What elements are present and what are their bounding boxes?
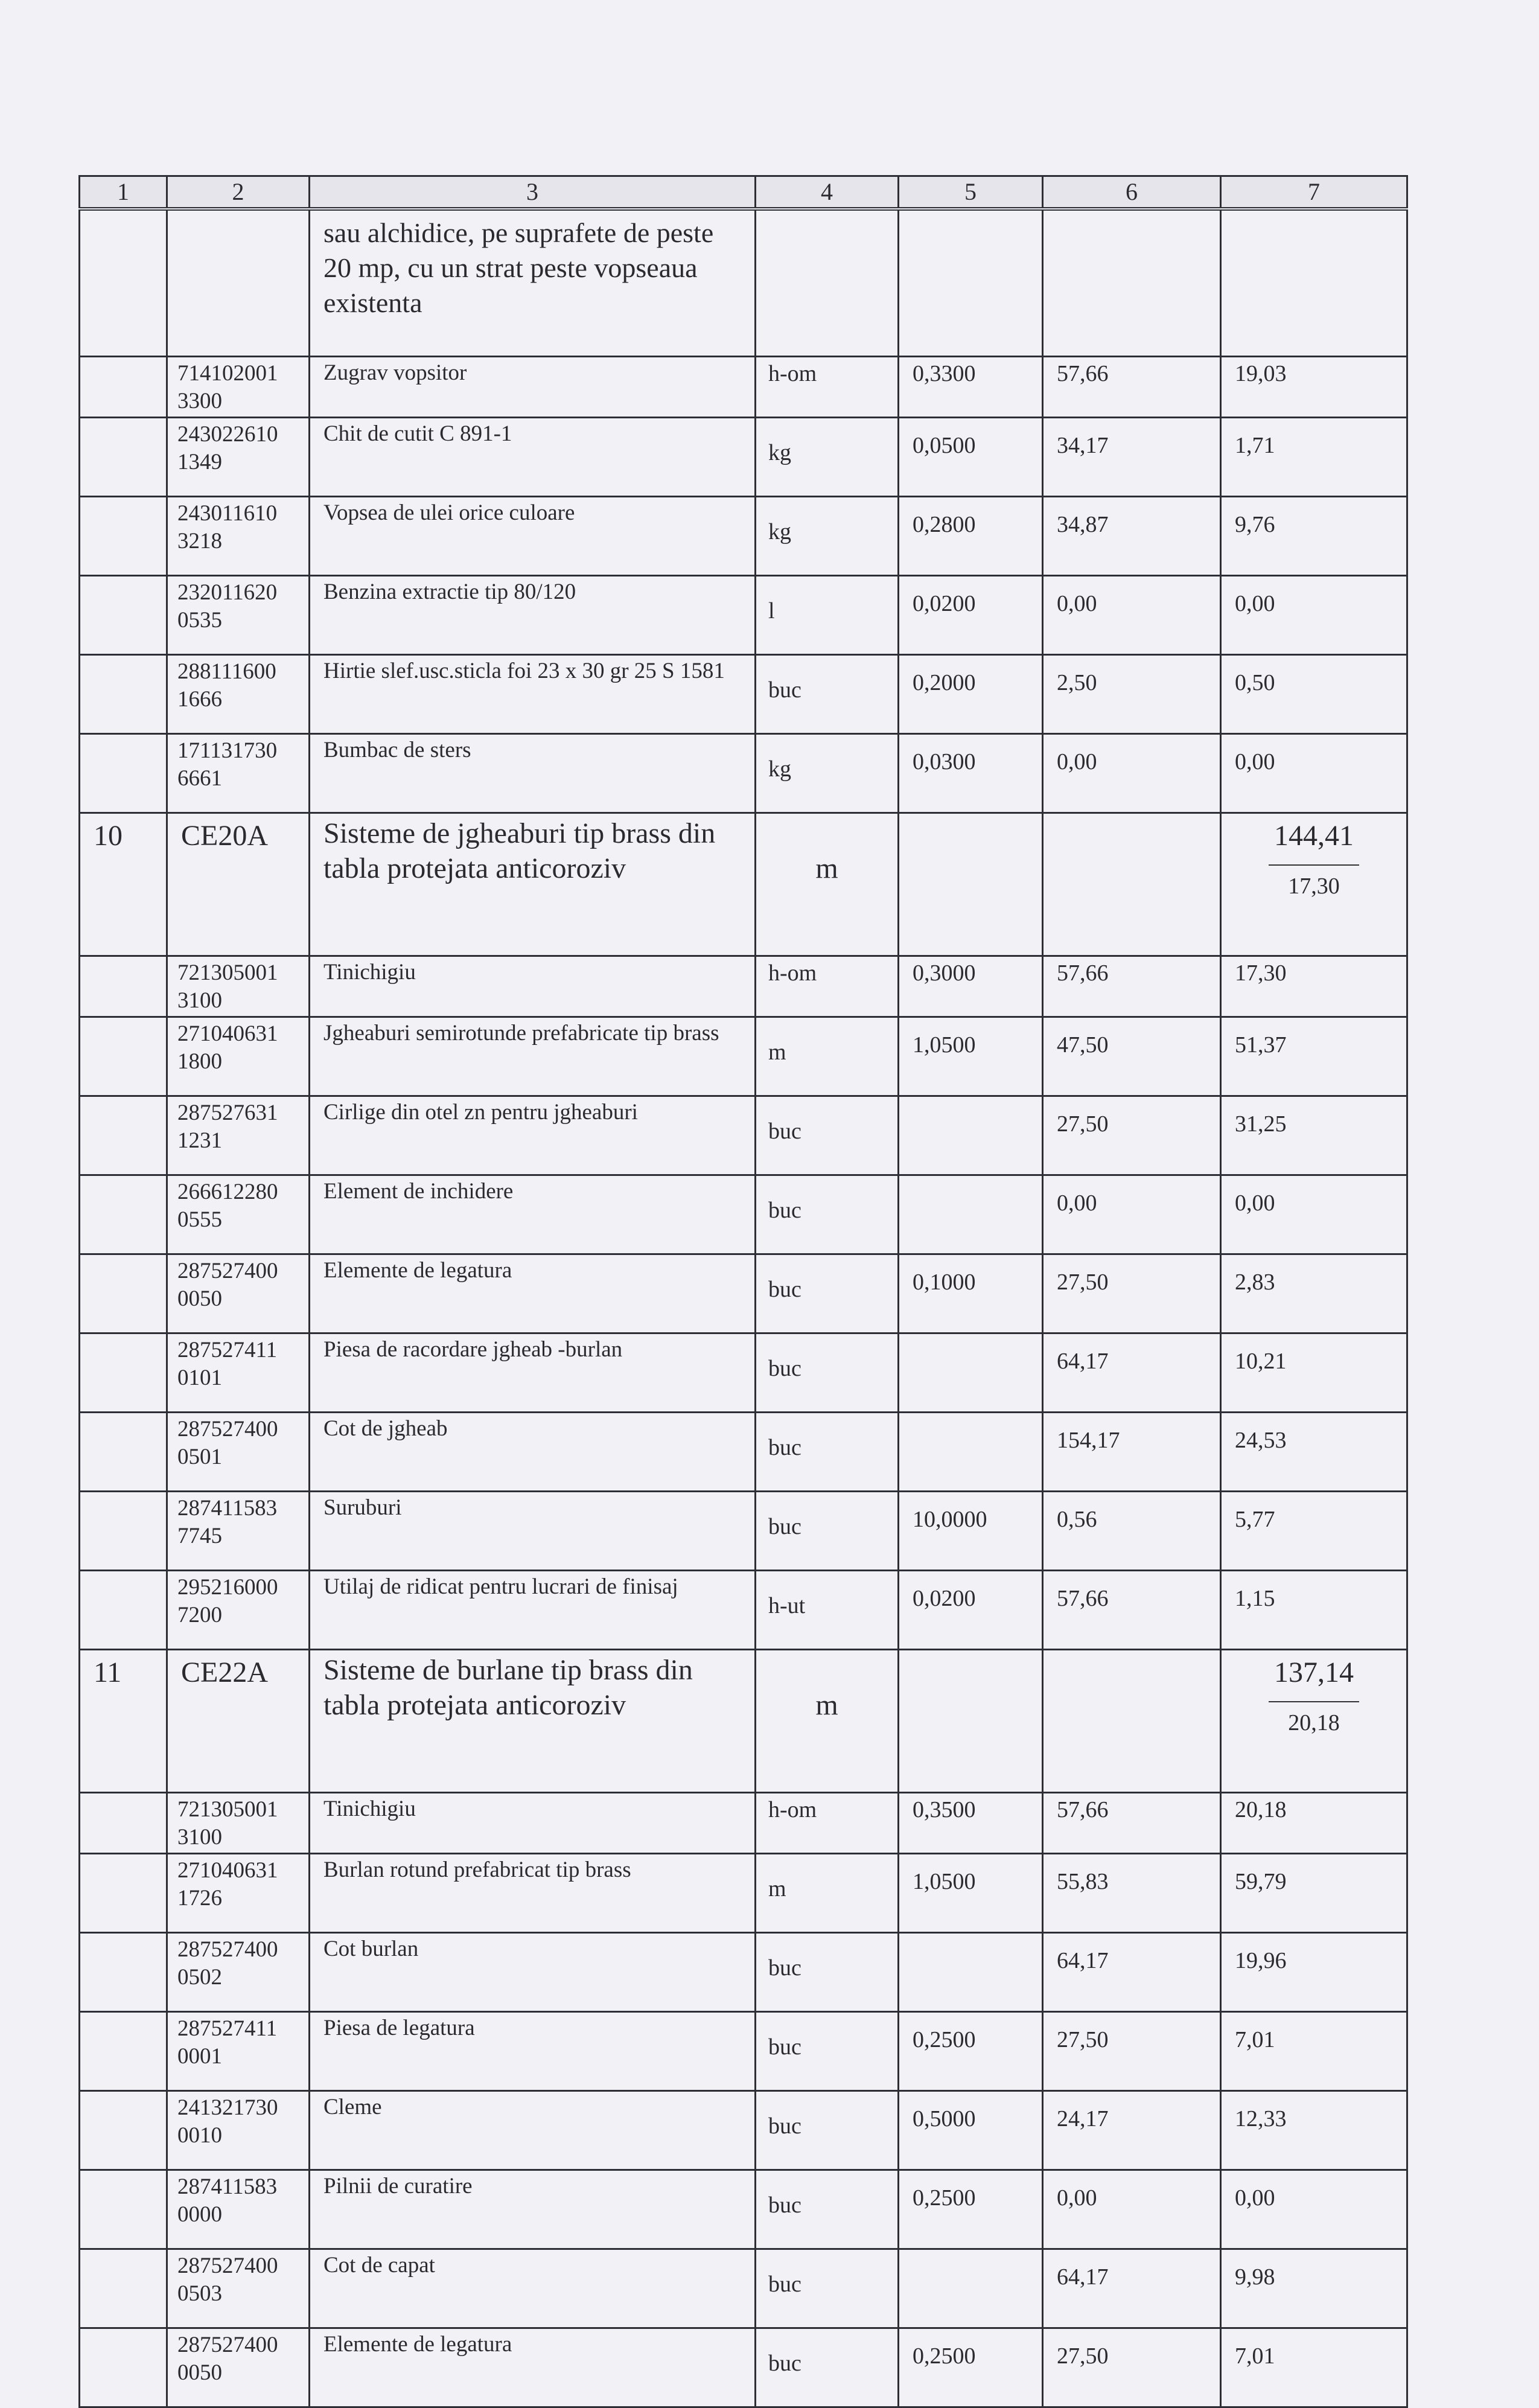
resource-code-cell — [167, 1933, 310, 2012]
unit-cell: m — [756, 1854, 899, 1933]
value-cell: 9,98 — [1221, 2249, 1407, 2328]
resource-code-cell — [167, 1096, 310, 1175]
group-unit: m — [756, 813, 899, 956]
code-line-2: 3100 — [177, 1825, 222, 1850]
quantity-cell: 0,5000 — [899, 2091, 1043, 2170]
value-cell: 9,76 — [1221, 497, 1407, 576]
row-number-cell — [80, 497, 167, 576]
code-line-2: 7200 — [177, 1603, 222, 1627]
resource-name: Zugrav vopsitor — [310, 357, 756, 418]
row-number-cell — [80, 1492, 167, 1571]
code-line-1: 266612280 — [177, 1180, 278, 1204]
unit-cell: buc — [756, 1333, 899, 1413]
unit-cell: kg — [756, 497, 899, 576]
resource-name: Cleme — [310, 2091, 756, 2170]
unit-price-cell: 0,00 — [1043, 1175, 1221, 1254]
value-cell: 5,77 — [1221, 1492, 1407, 1571]
group-unit: m — [756, 1650, 899, 1793]
code-line-1: 288111600 — [177, 659, 276, 684]
code-line-2: 0050 — [177, 1286, 222, 1311]
resource-code-cell — [167, 2328, 310, 2407]
code-line-2: 0101 — [177, 1365, 222, 1390]
value-cell: 10,21 — [1221, 1333, 1407, 1413]
unit-cell: h-om — [756, 1793, 899, 1854]
resource-code-cell — [167, 497, 310, 576]
resource-name: Suruburi — [310, 1492, 756, 1571]
unit-price-cell: 0,00 — [1043, 576, 1221, 655]
quantity-cell — [899, 1175, 1043, 1254]
row-number-cell — [80, 2012, 167, 2091]
column-header: 3 — [310, 176, 756, 209]
table-row — [80, 1254, 1407, 1333]
row-number-cell — [80, 956, 167, 1017]
unit-price-cell: 2,50 — [1043, 655, 1221, 734]
row-number-cell — [80, 1175, 167, 1254]
code-line-2: 0000 — [177, 2202, 222, 2227]
unit-price-cell: 27,50 — [1043, 2012, 1221, 2091]
unit-price-cell: 34,17 — [1043, 418, 1221, 497]
table-row — [80, 956, 1407, 1017]
unit-cell: buc — [756, 1254, 899, 1333]
unit-price-cell: 27,50 — [1043, 1254, 1221, 1333]
group-name: Sisteme de jgheaburi tip brass din tabla protejata anticoroziv — [310, 813, 756, 956]
value-cell: 0,00 — [1221, 2170, 1407, 2249]
group-labor-total: 20,18 — [1288, 1710, 1340, 1736]
unit-cell: buc — [756, 2091, 899, 2170]
table-row — [80, 1854, 1407, 1933]
column-header: 4 — [756, 176, 899, 209]
resource-name: Cot burlan — [310, 1933, 756, 2012]
empty-cell — [899, 813, 1043, 956]
quantity-cell — [899, 1933, 1043, 2012]
quantity-cell: 0,3300 — [899, 357, 1043, 418]
unit-cell: m — [756, 1017, 899, 1096]
unit-cell: buc — [756, 2012, 899, 2091]
resource-name: Elemente de legatura — [310, 1254, 756, 1333]
value-cell: 7,01 — [1221, 2328, 1407, 2407]
table-row — [80, 2249, 1407, 2328]
unit-price-cell: 47,50 — [1043, 1017, 1221, 1096]
code-line-1: 721305001 — [177, 1797, 278, 1822]
row-number-cell — [80, 1413, 167, 1492]
resource-code-cell — [167, 1254, 310, 1333]
unit-price-cell: 0,00 — [1043, 2170, 1221, 2249]
code-line-1: 287411583 — [177, 1496, 278, 1521]
column-number-header-row — [80, 176, 1407, 209]
resource-name: Cot de jgheab — [310, 1413, 756, 1492]
table-row — [80, 1492, 1407, 1571]
row-number-cell — [80, 1933, 167, 2012]
code-line-2: 7745 — [177, 1524, 222, 1548]
group-header-row — [80, 1650, 1407, 1793]
value-cell: 0,00 — [1221, 576, 1407, 655]
estimate-table — [78, 175, 1408, 2408]
unit-price-cell: 57,66 — [1043, 1571, 1221, 1650]
quantity-cell — [899, 1333, 1043, 1413]
value-cell: 59,79 — [1221, 1854, 1407, 1933]
value-cell: 0,00 — [1221, 734, 1407, 813]
table-row — [80, 497, 1407, 576]
row-number-cell — [80, 1333, 167, 1413]
code-line-2: 1800 — [177, 1049, 222, 1074]
group-number: 10 — [80, 813, 167, 956]
quantity-cell: 0,3500 — [899, 1793, 1043, 1854]
resource-name: Benzina extractie tip 80/120 — [310, 576, 756, 655]
table-row — [80, 2091, 1407, 2170]
group-code: CE20A — [167, 813, 310, 956]
unit-cell: buc — [756, 2249, 899, 2328]
code-line-2: 3218 — [177, 529, 222, 554]
value-cell: 1,15 — [1221, 1571, 1407, 1650]
row-number-cell — [80, 357, 167, 418]
unit-cell: kg — [756, 734, 899, 813]
code-line-1: 241321730 — [177, 2095, 278, 2120]
row-number-cell — [80, 1571, 167, 1650]
code-line-1: 287527400 — [177, 1417, 278, 1442]
row-number-cell — [80, 418, 167, 497]
code-line-1: 287527400 — [177, 1259, 278, 1283]
group-number: 11 — [80, 1650, 167, 1793]
row-number-cell — [80, 655, 167, 734]
resource-code-cell — [167, 2012, 310, 2091]
table-row — [80, 655, 1407, 734]
table-row — [80, 1333, 1407, 1413]
empty-cell — [1043, 1650, 1221, 1793]
value-cell: 31,25 — [1221, 1096, 1407, 1175]
table-row — [80, 1793, 1407, 1854]
row-number-cell — [80, 2249, 167, 2328]
row-number-cell — [80, 734, 167, 813]
group-total: 144,41 — [1274, 820, 1354, 852]
unit-cell: buc — [756, 2328, 899, 2407]
value-cell: 20,18 — [1221, 1793, 1407, 1854]
quantity-cell: 1,0500 — [899, 1017, 1043, 1096]
quantity-cell: 0,0300 — [899, 734, 1043, 813]
empty-cell — [899, 1650, 1043, 1793]
resource-name: Tinichigiu — [310, 956, 756, 1017]
resource-code-cell — [167, 357, 310, 418]
resource-code-cell — [167, 2091, 310, 2170]
code-line-2: 0503 — [177, 2281, 222, 2306]
table-row — [80, 1096, 1407, 1175]
resource-code-cell — [167, 956, 310, 1017]
unit-cell: h-om — [756, 357, 899, 418]
code-line-2: 0555 — [177, 1207, 222, 1232]
unit-cell: h-om — [756, 956, 899, 1017]
resource-code-cell — [167, 734, 310, 813]
unit-cell: buc — [756, 1096, 899, 1175]
resource-name: Jgheaburi semirotunde prefabricate tip brass — [310, 1017, 756, 1096]
code-line-1: 243022610 — [177, 422, 278, 447]
code-line-2: 0010 — [177, 2123, 222, 2148]
unit-cell: buc — [756, 1492, 899, 1571]
resource-name: Pilnii de curatire — [310, 2170, 756, 2249]
resource-code-cell — [167, 1492, 310, 1571]
unit-price-cell: 27,50 — [1043, 2328, 1221, 2407]
resource-code-cell — [167, 1017, 310, 1096]
unit-price-cell: 64,17 — [1043, 1933, 1221, 2012]
group-name: Sisteme de burlane tip brass din tabla protejata anticoroziv — [310, 1650, 756, 1793]
table-row — [80, 2012, 1407, 2091]
code-line-1: 714102001 — [177, 361, 278, 386]
table-row — [80, 2170, 1407, 2249]
resource-name: Cot de capat — [310, 2249, 756, 2328]
code-line-1: 287527400 — [177, 2333, 278, 2357]
quantity-cell: 0,2800 — [899, 497, 1043, 576]
quantity-cell: 0,2500 — [899, 2012, 1043, 2091]
fraction-line — [1269, 1701, 1359, 1702]
column-header: 6 — [1043, 176, 1221, 209]
code-line-1: 295216000 — [177, 1575, 278, 1600]
table-row — [80, 1413, 1407, 1492]
code-line-2: 0535 — [177, 608, 222, 633]
code-line-1: 271040631 — [177, 1858, 278, 1883]
table-row — [80, 734, 1407, 813]
row-number-cell — [80, 2170, 167, 2249]
row-number-cell — [80, 1017, 167, 1096]
unit-cell: l — [756, 576, 899, 655]
row-number-cell — [80, 1854, 167, 1933]
quantity-cell: 10,0000 — [899, 1492, 1043, 1571]
code-line-1: 287527411 — [177, 2016, 278, 2041]
code-line-1: 721305001 — [177, 960, 278, 985]
resource-code-cell — [167, 2170, 310, 2249]
column-header: 7 — [1221, 176, 1407, 209]
unit-price-cell: 57,66 — [1043, 357, 1221, 418]
code-line-1: 287527631 — [177, 1100, 278, 1125]
table-row — [80, 1175, 1407, 1254]
code-line-2: 3300 — [177, 389, 222, 414]
resource-name: Utilaj de ridicat pentru lucrari de finisaj — [310, 1571, 756, 1650]
code-line-2: 3100 — [177, 988, 222, 1013]
fraction-line — [1269, 864, 1359, 866]
unit-cell: kg — [756, 418, 899, 497]
resource-name: Hirtie slef.usc.sticla foi 23 x 30 gr 25 S 1581 — [310, 655, 756, 734]
column-header: 1 — [80, 176, 167, 209]
value-cell: 51,37 — [1221, 1017, 1407, 1096]
column-header: 2 — [167, 176, 310, 209]
unit-price-cell: 27,50 — [1043, 1096, 1221, 1175]
code-line-1: 232011620 — [177, 580, 278, 605]
resource-code-cell — [167, 1793, 310, 1854]
row-number-cell — [80, 576, 167, 655]
value-cell: 19,03 — [1221, 357, 1407, 418]
code-line-1: 287527411 — [177, 1338, 278, 1362]
unit-price-cell: 55,83 — [1043, 1854, 1221, 1933]
quantity-cell: 0,0200 — [899, 1571, 1043, 1650]
code-line-2: 0050 — [177, 2360, 222, 2385]
quantity-cell: 0,2500 — [899, 2170, 1043, 2249]
unit-price-cell: 34,87 — [1043, 497, 1221, 576]
quantity-cell: 0,0200 — [899, 576, 1043, 655]
quantity-cell: 0,2000 — [899, 655, 1043, 734]
value-cell: 24,53 — [1221, 1413, 1407, 1492]
unit-cell: buc — [756, 2170, 899, 2249]
code-line-1: 287411583 — [177, 2174, 278, 2199]
code-line-1: 171131730 — [177, 738, 278, 763]
table-row — [80, 357, 1407, 418]
unit-price-cell: 64,17 — [1043, 1333, 1221, 1413]
group-total-cell — [1221, 813, 1407, 956]
unit-price-cell: 24,17 — [1043, 2091, 1221, 2170]
unit-cell: buc — [756, 655, 899, 734]
group-labor-total: 17,30 — [1288, 873, 1340, 899]
value-cell: 17,30 — [1221, 956, 1407, 1017]
code-line-2: 1666 — [177, 687, 222, 712]
unit-cell: buc — [756, 1933, 899, 2012]
resource-code-cell — [167, 1413, 310, 1492]
column-header: 5 — [899, 176, 1043, 209]
row-number-cell — [80, 1793, 167, 1854]
quantity-cell — [899, 1413, 1043, 1492]
empty-cell — [1043, 813, 1221, 956]
quantity-cell — [899, 2249, 1043, 2328]
code-line-1: 243011610 — [177, 501, 278, 526]
value-cell: 19,96 — [1221, 1933, 1407, 2012]
table-row — [80, 1933, 1407, 2012]
resource-name: Burlan rotund prefabricat tip brass — [310, 1854, 756, 1933]
quantity-cell — [899, 1096, 1043, 1175]
unit-price-cell: 64,17 — [1043, 2249, 1221, 2328]
unit-cell: h-ut — [756, 1571, 899, 1650]
code-line-2: 0501 — [177, 1445, 222, 1469]
table-row — [80, 1571, 1407, 1650]
resource-name: Tinichigiu — [310, 1793, 756, 1854]
resource-code-cell — [167, 2249, 310, 2328]
table-row — [80, 418, 1407, 497]
resource-name: Cirlige din otel zn pentru jgheaburi — [310, 1096, 756, 1175]
code-line-2: 1726 — [177, 1886, 222, 1911]
value-cell: 0,50 — [1221, 655, 1407, 734]
resource-name: Bumbac de sters — [310, 734, 756, 813]
resource-code-cell — [167, 1175, 310, 1254]
unit-price-cell: 154,17 — [1043, 1413, 1221, 1492]
row-number-cell — [80, 2328, 167, 2407]
unit-price-cell: 0,00 — [1043, 734, 1221, 813]
group-header-row — [80, 813, 1407, 956]
unit-price-cell: 57,66 — [1043, 956, 1221, 1017]
resource-code-cell — [167, 418, 310, 497]
value-cell: 12,33 — [1221, 2091, 1407, 2170]
quantity-cell: 0,2500 — [899, 2328, 1043, 2407]
resource-name: Element de inchidere — [310, 1175, 756, 1254]
resource-name: Piesa de racordare jgheab -burlan — [310, 1333, 756, 1413]
table-row — [80, 2328, 1407, 2407]
quantity-cell: 0,0500 — [899, 418, 1043, 497]
quantity-cell: 0,3000 — [899, 956, 1043, 1017]
code-line-2: 6661 — [177, 766, 222, 791]
resource-code-cell — [167, 1571, 310, 1650]
quantity-cell: 1,0500 — [899, 1854, 1043, 1933]
table-row — [80, 576, 1407, 655]
resource-code-cell — [167, 1854, 310, 1933]
resource-name: Piesa de legatura — [310, 2012, 756, 2091]
continued-description: sau alchidice, pe suprafete de peste 20 mp, cu un strat peste vopseaua existenta — [323, 217, 714, 318]
resource-code-cell — [167, 1333, 310, 1413]
quantity-cell: 0,1000 — [899, 1254, 1043, 1333]
resource-name: Vopsea de ulei orice culoare — [310, 497, 756, 576]
unit-price-cell: 0,56 — [1043, 1492, 1221, 1571]
table-row — [80, 1017, 1407, 1096]
unit-cell: buc — [756, 1413, 899, 1492]
resource-code-cell — [167, 655, 310, 734]
resource-name: Elemente de legatura — [310, 2328, 756, 2407]
code-line-1: 287527400 — [177, 2253, 278, 2278]
code-line-1: 271040631 — [177, 1021, 278, 1046]
code-line-2: 0001 — [177, 2044, 222, 2069]
value-cell: 1,71 — [1221, 418, 1407, 497]
group-total-cell — [1221, 1650, 1407, 1793]
unit-price-cell: 57,66 — [1043, 1793, 1221, 1854]
resource-code-cell — [167, 576, 310, 655]
row-number-cell — [80, 1254, 167, 1333]
code-line-1: 287527400 — [177, 1937, 278, 1962]
unit-cell: buc — [756, 1175, 899, 1254]
resource-name: Chit de cutit C 891-1 — [310, 418, 756, 497]
code-line-2: 1231 — [177, 1128, 222, 1153]
value-cell: 7,01 — [1221, 2012, 1407, 2091]
value-cell: 0,00 — [1221, 1175, 1407, 1254]
code-line-2: 0502 — [177, 1965, 222, 1990]
value-cell: 2,83 — [1221, 1254, 1407, 1333]
code-line-2: 1349 — [177, 450, 222, 474]
row-number-cell — [80, 2091, 167, 2170]
continued-description-row — [80, 209, 1407, 357]
group-total: 137,14 — [1274, 1656, 1354, 1688]
group-code: CE22A — [167, 1650, 310, 1793]
row-number-cell — [80, 1096, 167, 1175]
